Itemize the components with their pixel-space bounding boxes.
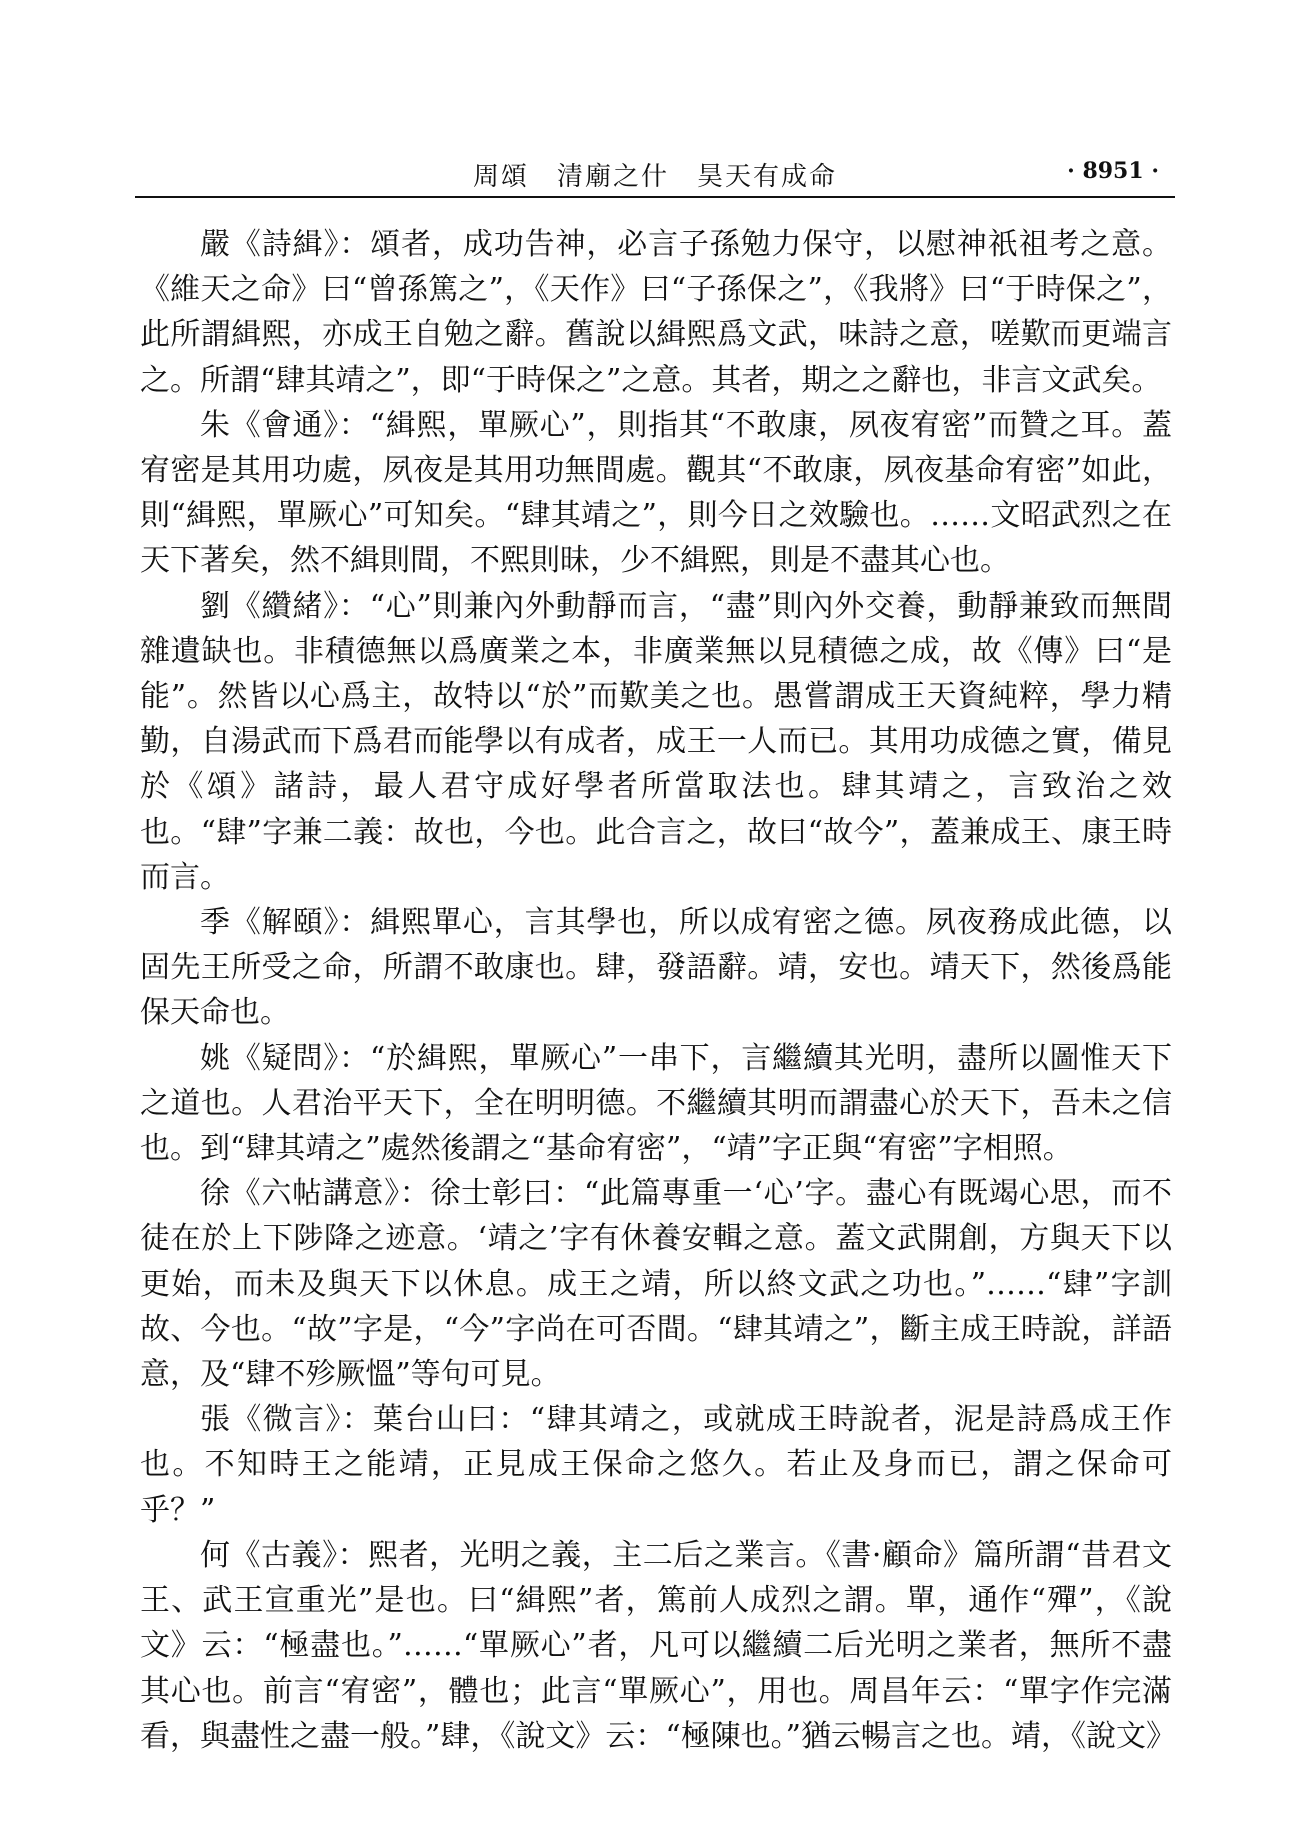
- paragraph-ji: 季《解頤》：緝熙單心，言其學也，所以成宥密之德。夙夜務成此德，以固先王所受之命，所謂不敢康也。肆，發語辭。靖，安也。靖天下，然後爲能保天命也。: [140, 905, 1172, 1031]
- paragraph-yan: 嚴《詩緝》：頌者，成功告神，必言子孫勉力保守，以慰神祇祖考之意。《維天之命》曰“曾孫篤之”，《天作》曰“子孫保之”，《我將》曰“于時保之”，此所謂緝熙，亦成王自勉之辭。舊說以緝熙爲文武，味詩之意，嗟歎而更端言之。所謂“肆其靖之”，即“于時保之”之意。其者，期之之辭也，非言文武矣。: [140, 227, 1172, 398]
- paragraph-liu: 劉《纘緒》：“心”則兼內外動靜而言，“盡”則內外交養，動靜兼致而無間雜遺缺也。非積德無以爲廣業之本，非廣業無以見積德之成，故《傳》曰“是能”。然皆以心爲主，故特以“於”而歎美之也。愚嘗謂成王天資純粹，學力精勤，自湯武而下爲君而能學以有成者，成王一人而已。其用功成德之實，備見於《頌》諸詩，最人君守成好學者所當取法也。肆其靖之，言致治之效也。“肆”字兼二義：故也，今也。此合言之，故曰“故今”，蓋兼成王、康王時而言。: [140, 588, 1172, 895]
- paragraph-zhu: 朱《會通》：“緝熙，單厥心”，則指其“不敢康，夙夜宥密”而贊之耳。蓋宥密是其用功處，夙夜是其用功無間處。觀其“不敢康，夙夜基命宥密”如此，則“緝熙，單厥心”可知矣。“肆其靖之”，則今日之效驗也。……文昭武烈之在天下著矣，然不緝則間，不熙則昧，少不緝熙，則是不盡其心也。: [140, 407, 1172, 579]
- paragraph-zhang: 張《微言》：葉台山曰：“肆其靖之，或就成王時說者，泥是詩爲成王作也。不知時王之能靖，正見成王保命之悠久。若止及身而已，謂之保命可乎？”: [140, 1402, 1172, 1528]
- page-header: [135, 150, 1175, 194]
- header-rule: [135, 196, 1175, 198]
- paragraph-yao: 姚《疑問》：“於緝熙，單厥心”一串下，言繼續其光明，盡所以圖惟天下之道也。人君治平天下，全在明明德。不繼續其明而謂盡心於天下，吾未之信也。到“肆其靖之”處然後謂之“基命宥密”，“靖”字正與“宥密”字相照。: [140, 1040, 1172, 1167]
- page-number: · 8951 ·: [1067, 158, 1159, 184]
- running-title: 周頌 清廟之什 昊天有成命: [472, 162, 837, 192]
- body-text: [140, 222, 1177, 1759]
- paragraph-xu: 徐《六帖講意》：徐士彰曰：“此篇專重一‘心’字。盡心有既竭心思，而不徒在於上下陟降之迹意。‘靖之’字有休養安輯之意。蓋文武開創，方與天下以更始，而未及與天下以休息。成王之靖，所以終文武之功也。”……“肆”字訓故、今也。“故”字是，“今”字尚在可否間。“肆其靖之”，斷主成王時說，詳語意，及“肆不殄厥慍”等句可見。: [140, 1176, 1172, 1393]
- paragraph-he: 何《古義》：熙者，光明之義，主二后之業言。《書·顧命》篇所謂“昔君文王、武王宣重光”是也。曰“緝熙”者，篤前人成烈之謂。單，通作“殫”，《說文》云：“極盡也。”……“單厥心”者，凡可以繼續二后光明之業者，無所不盡其心也。前言“宥密”，體也；此言“單厥心”，用也。周昌年云：“單字作完滿看，與盡性之盡一般。”肆，《說文》云：“極陳也。”猶云暢言之也。靖，《說文》: [140, 1537, 1177, 1754]
